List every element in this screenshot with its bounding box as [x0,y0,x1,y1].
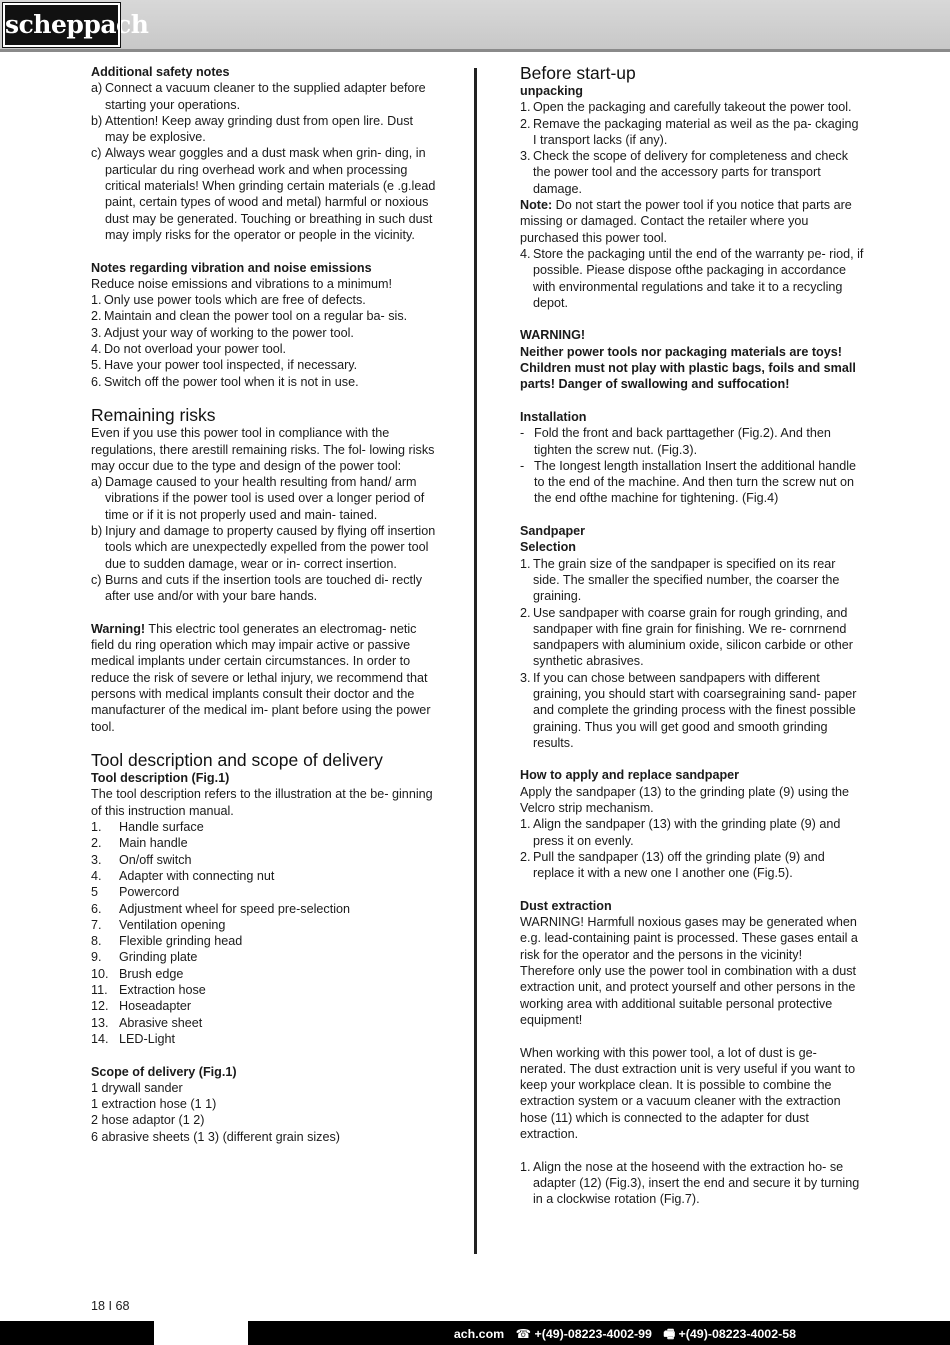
list-item [91,145,436,243]
right-column [520,64,865,1207]
list-item [91,474,436,523]
list-item-text: Attention! Keep away grinding dust from open lire. Dust may be explosive. [105,113,414,145]
page-number: 18 I 68 [91,1299,130,1313]
list-item [520,670,865,751]
list-item-text: The Iongest length installation Insert the additional handle to the end of the machine. And then turn the screw nut on the end ofthe machine for tightening. (Fig.4) [534,458,857,506]
list-item [91,113,436,146]
list-item [91,1031,436,1047]
list-item [91,868,436,884]
list-item-marker: b) [91,524,103,539]
list-item-text: Check the scope of delivery for completeness and check the power tool and the accessory parts for transport damage. [533,149,849,196]
list-item-marker: 2. [91,309,102,324]
list-item-marker: 4. [520,246,531,261]
unpacking-subheading: unpacking [520,84,583,98]
dust-protection-paragraph: Therefore only use the power tool in combination with a dust extraction unit, and protect yourself and other persons in the working area with additional suitable personal protective equipment! [520,964,857,1027]
list-item [91,357,436,373]
list-item-text: Adapter with connecting nut [119,868,275,883]
implant-warning-text: This electric tool generates an electromag- netic field du ring operation which may impair active or passive medical implants under certain circumstances. In order to reduce the risk of severe or lethal injury, we recommend that persons with medical implants consult their doctor and the manufacturer of the medical im- plant before using the power tool. [91,621,431,734]
sandpaper-heading: Sandpaper [520,524,586,539]
list-item-marker: 14. [91,1031,109,1046]
scope-item: 1 extraction hose (1 1) [91,1097,217,1112]
packaging-warning-label: WARNING! [520,328,586,343]
list-item-marker: 1. [520,1159,531,1174]
list-item-marker: 8. [91,934,102,949]
unpacking-list [520,99,865,197]
list-item-marker: 3. [91,325,102,340]
scope-item: 2 hose adaptor (1 2) [91,1113,205,1128]
header-bar [0,0,950,52]
scope-of-delivery-heading: Scope of delivery (Fig.1) [91,1064,237,1079]
list-item-marker: c) [91,146,102,161]
list-item-marker: 1. [520,556,531,571]
list-item [91,884,436,900]
dust-extraction-list [520,1159,865,1208]
list-item-marker: a) [91,81,103,96]
list-item-text: Extraction hose [119,983,206,998]
tool-description-section [91,751,436,1145]
list-item [520,99,865,115]
list-item-marker: 3. [91,852,102,867]
list-item-marker: - [520,426,525,441]
parts-list [91,819,436,1047]
implant-warning-label: Warning! [91,621,146,636]
list-item [91,852,436,868]
installation-heading: Installation [520,409,587,424]
list-item [91,292,436,308]
list-item-text: Maintain and clean the power tool on a regular ba- sis. [104,309,408,324]
list-item-text: Ventilation opening [119,917,226,932]
list-item-text: Have your power tool inspected, if necessary. [104,358,358,373]
list-item-text: Main handle [119,836,188,851]
list-item-text: Brush edge [119,966,184,981]
list-item-marker: 1. [520,817,531,832]
apply-sandpaper-list [520,816,865,881]
implant-warning [91,621,436,735]
footer-contact [446,1325,796,1345]
list-item [91,949,436,965]
list-item [520,116,865,149]
list-item [91,966,436,982]
list-item-marker: b) [91,113,103,128]
list-item [91,917,436,933]
list-item-text: If you can chose between sandpapers with different graining, you should start with coarsegraining sand- paper and complete the grinding process with the finest possible graining. Thus you will get good and smooth grinding results. [533,670,857,750]
selection-subheading: Selection [520,540,576,555]
remaining-risks-heading: Remaining risks [91,405,216,426]
list-item-text: Only use power tools which are free of defects. [104,293,366,308]
list-item [91,374,436,390]
dust-extraction-heading: Dust extraction [520,898,612,913]
apply-sandpaper-intro: Apply the sandpaper (13) to the grinding plate (9) using the Velcro strip mechanism. [520,784,850,816]
list-item-text: Burns and cuts if the insertion tools are touched di- rectly after use and/or with your bare hands. [105,572,423,604]
list-item-marker: 3. [520,670,531,685]
footer-phone: ☎ +(49)-08223-4002-99 [515,1327,652,1341]
list-item-text: Do not overload your power tool. [104,342,287,357]
list-item-text: On/off switch [119,852,192,867]
safety-notes-heading: Additional safety notes [91,65,230,79]
installation-list [520,425,865,506]
list-item-text: Open the packaging and carefully takeout the power tool. [533,100,852,115]
remaining-risks-list [91,474,436,604]
tool-description-intro: The tool description refers to the illustration at the be- ginning of this instruction manual. [91,787,433,818]
vibration-intro: Reduce noise emissions and vibrations to a minimum! [91,276,392,291]
list-item-text: The grain size of the sandpaper is specified on its rear side. The smaller the specified number, the coarser the graining. [533,556,840,604]
installation-section [520,409,865,507]
list-item-text: Hoseadapter [119,999,192,1014]
packaging-warning-text: Neither power tools nor packaging materials are toys! Children must not play with plastic bags, foils and small parts! Danger of swallowing and suffocation! [520,344,856,392]
list-item-marker: 9. [91,950,102,965]
list-item-marker: 11. [91,983,108,998]
tool-description-heading: Tool description and scope of delivery [91,750,383,771]
list-item-marker: 10. [91,966,109,981]
footer-gap [154,1321,248,1345]
before-startup-section [520,64,865,393]
list-item-text: Store the packaging until the end of the warranty pe- riod, if possible. Piease dispose ofthe packaging in accordance with environmental regulations and take it to a recycling depot. [533,246,864,310]
footer-fax: 🖷 +(49)-08223-4002-58 [663,1327,796,1341]
list-item-marker: 1. [91,820,102,835]
left-column [91,64,436,1145]
list-item-text: Damage caused to your health resulting from hand/ arm vibrations if the power tool is used over a longer period of time or if it is not properly used and main- tained. [105,475,425,522]
list-item [91,982,436,998]
list-item [91,1015,436,1031]
list-item-marker: a) [91,475,103,490]
list-item-marker: 6. [91,901,102,916]
before-startup-heading: Before start-up [520,63,636,83]
remaining-risks-intro: Even if you use this power tool in compliance with the regulations, there arestill remaining risks. The fol- lowing risks may occur due to the type and design of the power tool: [91,426,435,473]
list-item-text: Powercord [119,885,180,900]
list-item-marker: 4. [91,868,102,883]
vibration-heading: Notes regarding vibration and noise emissions [91,260,372,275]
list-item-marker: 5 [91,885,99,900]
dust-warning-paragraph: WARNING! Harmfull noxious gases may be generated when e.g. lead-containing paint is processed. These gases entail a risk for the operator and the persons in the vicinity! [520,915,858,962]
list-item [520,1159,865,1208]
list-item [91,308,436,324]
list-item-text: Use sandpaper with coarse grain for rough grinding, and sandpaper with fine grain for finishing. We re- cornrnend sandpapers with aluminium oxide, silicon carbide or other synthetic abrasives. [533,605,853,669]
list-item-marker: 7. [91,917,102,932]
list-item-marker: 4. [91,342,102,357]
brand-logo: scheppach [3,3,120,47]
list-item-text: Always wear goggles and a dust mask when grin- ding, in particular du ring overhead work and when processing critical materials! When grinding certain materials (e .g.lead paint, certain types of wood and metal) harmful or noxious dust may be generated. Touching or breathing in such dust may imply risks for the operator or people in the vicinity. [105,146,436,242]
list-item-marker: 2. [520,605,531,620]
sandpaper-section [520,523,865,751]
note-text: Do not start the power tool if you notice that parts are missing or damaged. Contact the retailer where you purchased this power tool. [520,198,852,245]
list-item-marker: 13. [91,1015,109,1030]
tool-description-subheading: Tool description (Fig.1) [91,771,230,786]
list-item-marker: c) [91,572,102,587]
scope-item: 1 drywall sander [91,1080,183,1095]
list-item [91,933,436,949]
scope-item: 6 abrasive sheets (1 3) (different grain sizes) [91,1129,340,1144]
remaining-risks-section [91,406,436,735]
list-item [520,148,865,197]
list-item-text: Abrasive sheet [119,1015,203,1030]
list-item-text: Flexible grinding head [119,934,243,949]
list-item [520,458,865,507]
list-item [520,816,865,849]
list-item [520,605,865,670]
unpacking-note [520,197,865,246]
list-item-marker: 1. [91,293,102,308]
vibration-list [91,292,436,390]
list-item-marker: 3. [520,149,531,164]
list-item-text: Handle surface [119,820,204,835]
list-item-marker: 5. [91,358,102,373]
list-item-text: LED-Light [119,1031,176,1046]
list-item [91,325,436,341]
list-item-text: Pull the sandpaper (13) off the grinding plate (9) and replace it with a new one I another one (Fig.5). [533,849,825,881]
list-item-marker: 12. [91,999,109,1014]
safety-notes-list [91,80,436,243]
list-item [91,572,436,605]
list-item-marker: 1. [520,100,531,115]
list-item-marker: 2. [520,116,531,131]
scope-of-delivery-list [91,1080,436,1145]
note-label: Note: [520,198,553,213]
dust-extraction-section [520,898,865,1208]
list-item [91,80,436,113]
list-item-text: Switch off the power tool when it is not in use. [104,374,359,389]
list-item-text: Align the nose at the hoseend with the extraction ho- se adapter (12) (Fig.3), insert the end and secure it by turning in a clockwise rotation (Fig.7). [533,1159,860,1207]
vibration-section [91,260,436,390]
list-item-marker: 2. [91,836,102,851]
list-item [91,341,436,357]
list-item-marker: - [520,458,525,473]
column-divider [474,68,477,1254]
list-item [520,556,865,605]
list-item [520,246,865,311]
list-item [520,425,865,458]
list-item-text: Injury and damage to property caused by flying off insertion tools which are unexpectedly expelled from the power tool due to sudden damage, wear or in- correct insertion. [105,524,436,571]
dust-info-paragraph: When working with this power tool, a lot of dust is ge- nerated. The dust extraction unit is very useful if you want to keep your workplace clean. It is possible to combine the extraction system or a vacuum cleaner with the extraction hose (11) which is connected to the adapter for dust extraction. [520,1045,856,1141]
apply-sandpaper-heading: How to apply and replace sandpaper [520,768,740,783]
list-item [91,998,436,1014]
apply-sandpaper-section [520,767,865,881]
list-item [91,901,436,917]
list-item [91,835,436,851]
list-item-marker: 6. [91,374,102,389]
list-item-text: Adjust your way of working to the power tool. [104,325,354,340]
list-item [91,819,436,835]
list-item-text: Align the sandpaper (13) with the grinding plate (9) and press it on evenly. [533,817,841,848]
list-item [91,523,436,572]
safety-notes-section [91,64,436,243]
list-item-text: Fold the front and back parttagether (Fig.2). And then tighten the screw nut. (Fig.3). [534,426,831,457]
list-item [520,849,865,882]
list-item-text: Remave the packaging material as weil as the pa- ckaging I transport lacks (if any). [533,116,859,147]
list-item-text: Connect a vacuum cleaner to the supplied adapter before starting your operations. [105,81,426,112]
footer-website: ach.com [453,1327,505,1341]
unpacking-list-continued [520,246,865,311]
selection-list [520,556,865,752]
list-item-text: Grinding plate [119,950,198,965]
list-item-text: Adjustment wheel for speed pre-selection [119,901,351,916]
list-item-marker: 2. [520,849,531,864]
